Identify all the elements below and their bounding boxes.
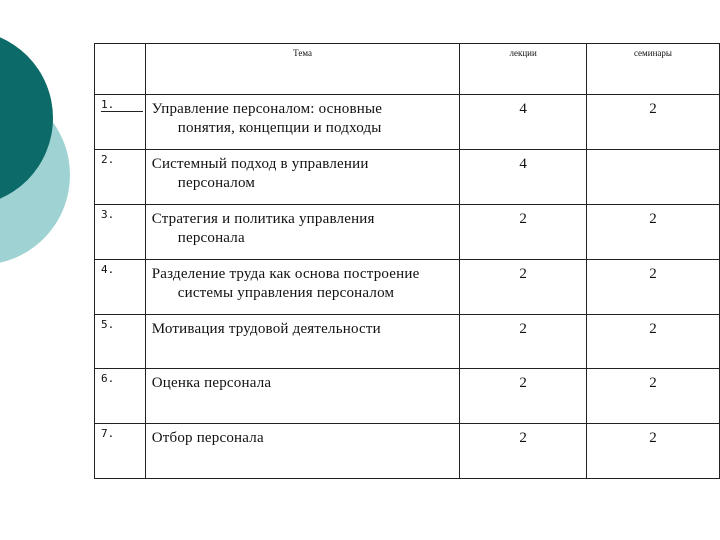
- row-lectures: 2: [460, 369, 586, 424]
- table-header-row: [95, 44, 720, 95]
- row-seminars: 2: [586, 260, 719, 315]
- table-row: [95, 150, 720, 205]
- row-topic: Разделение труда как основа построение системы управления персоналом: [145, 260, 460, 315]
- row-topic: Оценка персонала: [145, 369, 460, 424]
- row-lectures: 4: [460, 95, 586, 150]
- row-number: 1.: [95, 95, 146, 150]
- row-seminars: 2: [586, 315, 719, 369]
- table-row: [95, 424, 720, 479]
- row-number: 7.: [95, 424, 146, 479]
- row-number: 4.: [95, 260, 146, 315]
- row-number: 2.: [95, 150, 146, 205]
- header-seminars: семинары: [586, 44, 719, 95]
- table-row: [95, 95, 720, 150]
- header-topic: Тема: [145, 44, 460, 95]
- row-seminars: 2: [586, 205, 719, 260]
- header-number: [95, 44, 146, 95]
- row-seminars: 2: [586, 369, 719, 424]
- row-lectures: 2: [460, 424, 586, 479]
- row-number: 3.: [95, 205, 146, 260]
- row-seminars: 2: [586, 95, 719, 150]
- syllabus-table: [94, 43, 720, 479]
- row-lectures: 2: [460, 205, 586, 260]
- row-number: 5.: [95, 315, 146, 369]
- row-number: 6.: [95, 369, 146, 424]
- row-topic: Отбор персонала: [145, 424, 460, 479]
- row-lectures: 4: [460, 150, 586, 205]
- table-row: [95, 205, 720, 260]
- row-seminars: [586, 150, 719, 205]
- table-row: [95, 369, 720, 424]
- header-lectures: лекции: [460, 44, 586, 95]
- row-seminars: 2: [586, 424, 719, 479]
- row-topic: Системный подход в управлении персоналом: [145, 150, 460, 205]
- row-topic: Стратегия и политика управления персонала: [145, 205, 460, 260]
- row-lectures: 2: [460, 260, 586, 315]
- table-row: [95, 260, 720, 315]
- row-topic: Мотивация трудовой деятельности: [145, 315, 460, 369]
- table-row: [95, 315, 720, 369]
- row-topic: Управление персоналом: основные понятия, концепции и подходы: [145, 95, 460, 150]
- row-lectures: 2: [460, 315, 586, 369]
